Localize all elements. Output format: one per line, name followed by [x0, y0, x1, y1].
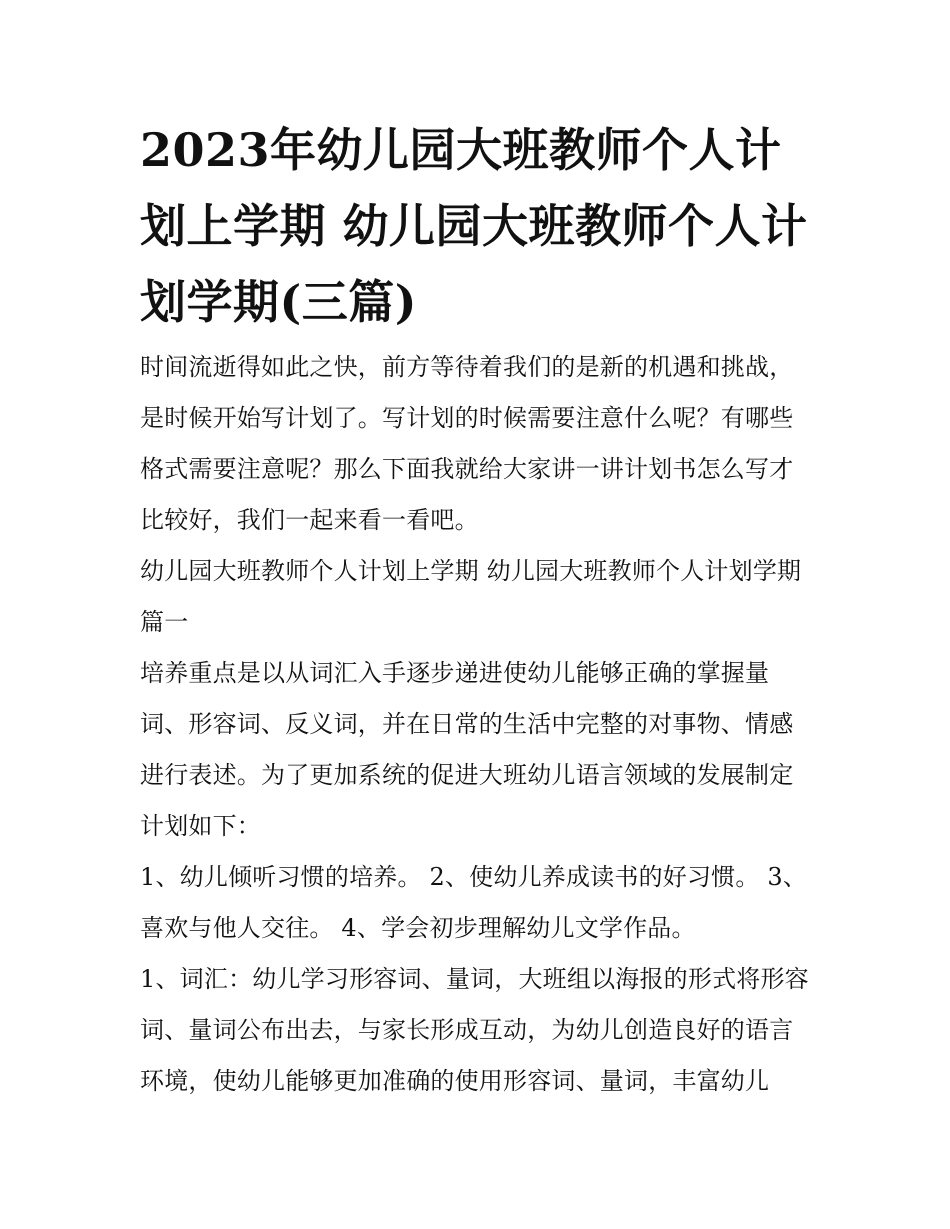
vocabulary-paragraph: 1、词汇：幼儿学习形容词、量词，大班组以海报的形式将形容词、量词公布出去，与家长形成互动，为幼儿创造良好的语言环境，使幼儿能够更加准确的使用形容词、量词，丰富幼儿	[140, 965, 809, 1095]
body-paragraph: 培养重点是以从词汇入手逐步递进使幼儿能够正确的掌握量词、形容词、反义词，并在日常的生活中完整的对事物、情感进行表述。为了更加系统的促进大班幼儿语言领域的发展制定计划如下：	[140, 659, 794, 840]
intro-paragraph: 时间流逝得如此之快，前方等待着我们的是新的机遇和挑战，是时候开始写计划了。写计划的时候需要注意什么呢？有哪些格式需要注意呢？那么下面我就给大家讲一讲计划书怎么写才比较好，我们一起来看一看吧。	[140, 353, 794, 534]
document-body	[140, 112, 810, 1107]
section-heading: 幼儿园大班教师个人计划上学期 幼儿园大班教师个人计划学期篇一	[140, 557, 802, 636]
goals-paragraph: 1、幼儿倾听习惯的培养。 2、使幼儿养成读书的好习惯。 3、喜欢与他人交往。 4、学会初步理解幼儿文学作品。	[140, 863, 808, 942]
document-title: 2023年幼儿园大班教师个人计划上学期 幼儿园大班教师个人计划学期(三篇)	[140, 123, 808, 329]
